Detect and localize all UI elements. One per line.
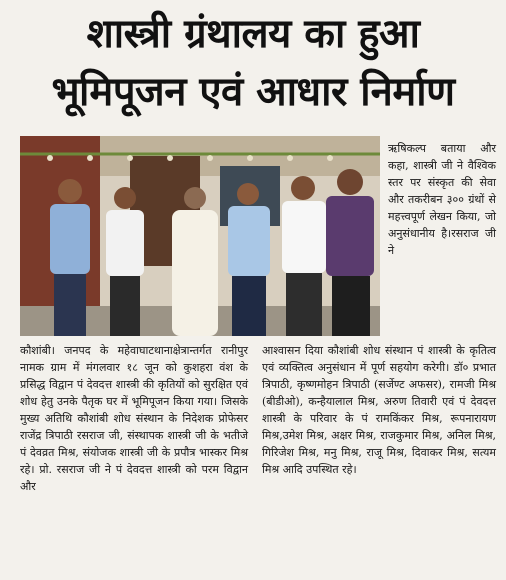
article-column-2: आश्वासन दिया कौशांबी शोध संस्थान पं शास्त्री के कृतित्व एवं व्यक्तित्व अनुसंधान में पूर्ण सहयोग करेगी। डॉ० प्रभात त्रिपाठी, कृष्णमोहन त्रिपाठी (सर्जेण्ट अफसर), रामजी मिश्र (बीडीओ), कन्हैयालाल मिश्र, अरुण तिवारी एवं पं देवदत्त शास्त्री के परिवार के पं रामकिंकर मिश्र, रूपनारायण मिश्र,उमेश मिश्र, अक्षर मिश्र, राजकुमार मिश्र, अनिल मिश्र, गिरिजेश मिश्र, मनु मिश्र, राजू मिश्र, दिवाकर मिश्र, सत्यम मिश्र आदि उपस्थित रहे। xyxy=(262,344,496,476)
event-photo xyxy=(20,136,380,336)
headline-line-2: भूमिपूजन एवं आधार निर्माण xyxy=(51,69,455,115)
headline-line-1: शास्त्री ग्रंथालय का हुआ xyxy=(86,11,420,57)
article-side-column: ऋषिकल्प बताया और कहा, शास्त्री जी ने वैश्विक स्तर पर संस्कृत की सेवा और तकरीबन ३०० ग्रंथों से महत्त्वपूर्ण लेखन किया, जो अनुसंधानीय है।रसराज जी ने xyxy=(388,142,496,257)
group-photo-illustration xyxy=(20,136,380,336)
article-column-1: कौशांबी। जनपद के महेवाघाटथानाक्षेत्रान्तर्गत रानीपुर नामक ग्राम में मंगलवार १८ जून को कुशहरा वंश के प्रसिद्ध विद्वान पं देवदत्त शास्त्री की कृतियों को सुरक्षित एवं शोध हेतु उनके पैतृक घर में भूमिपूजन किया गया। जिसके मुख्य अतिथि कौशांबी शोध संस्थान के निदेशक प्रोफेसर राजेंद्र त्रिपाठी रसराज जी, संस्थापक शास्त्री जी के भतीजे पं देवव्रत मिश्र, संयोजक शास्त्री जी के प्रपौत्र भास्कर मिश्र रहे। प्रो. रसराज जी ने पं देवदत्त शास्त्री को परम विद्वान और xyxy=(20,344,248,493)
